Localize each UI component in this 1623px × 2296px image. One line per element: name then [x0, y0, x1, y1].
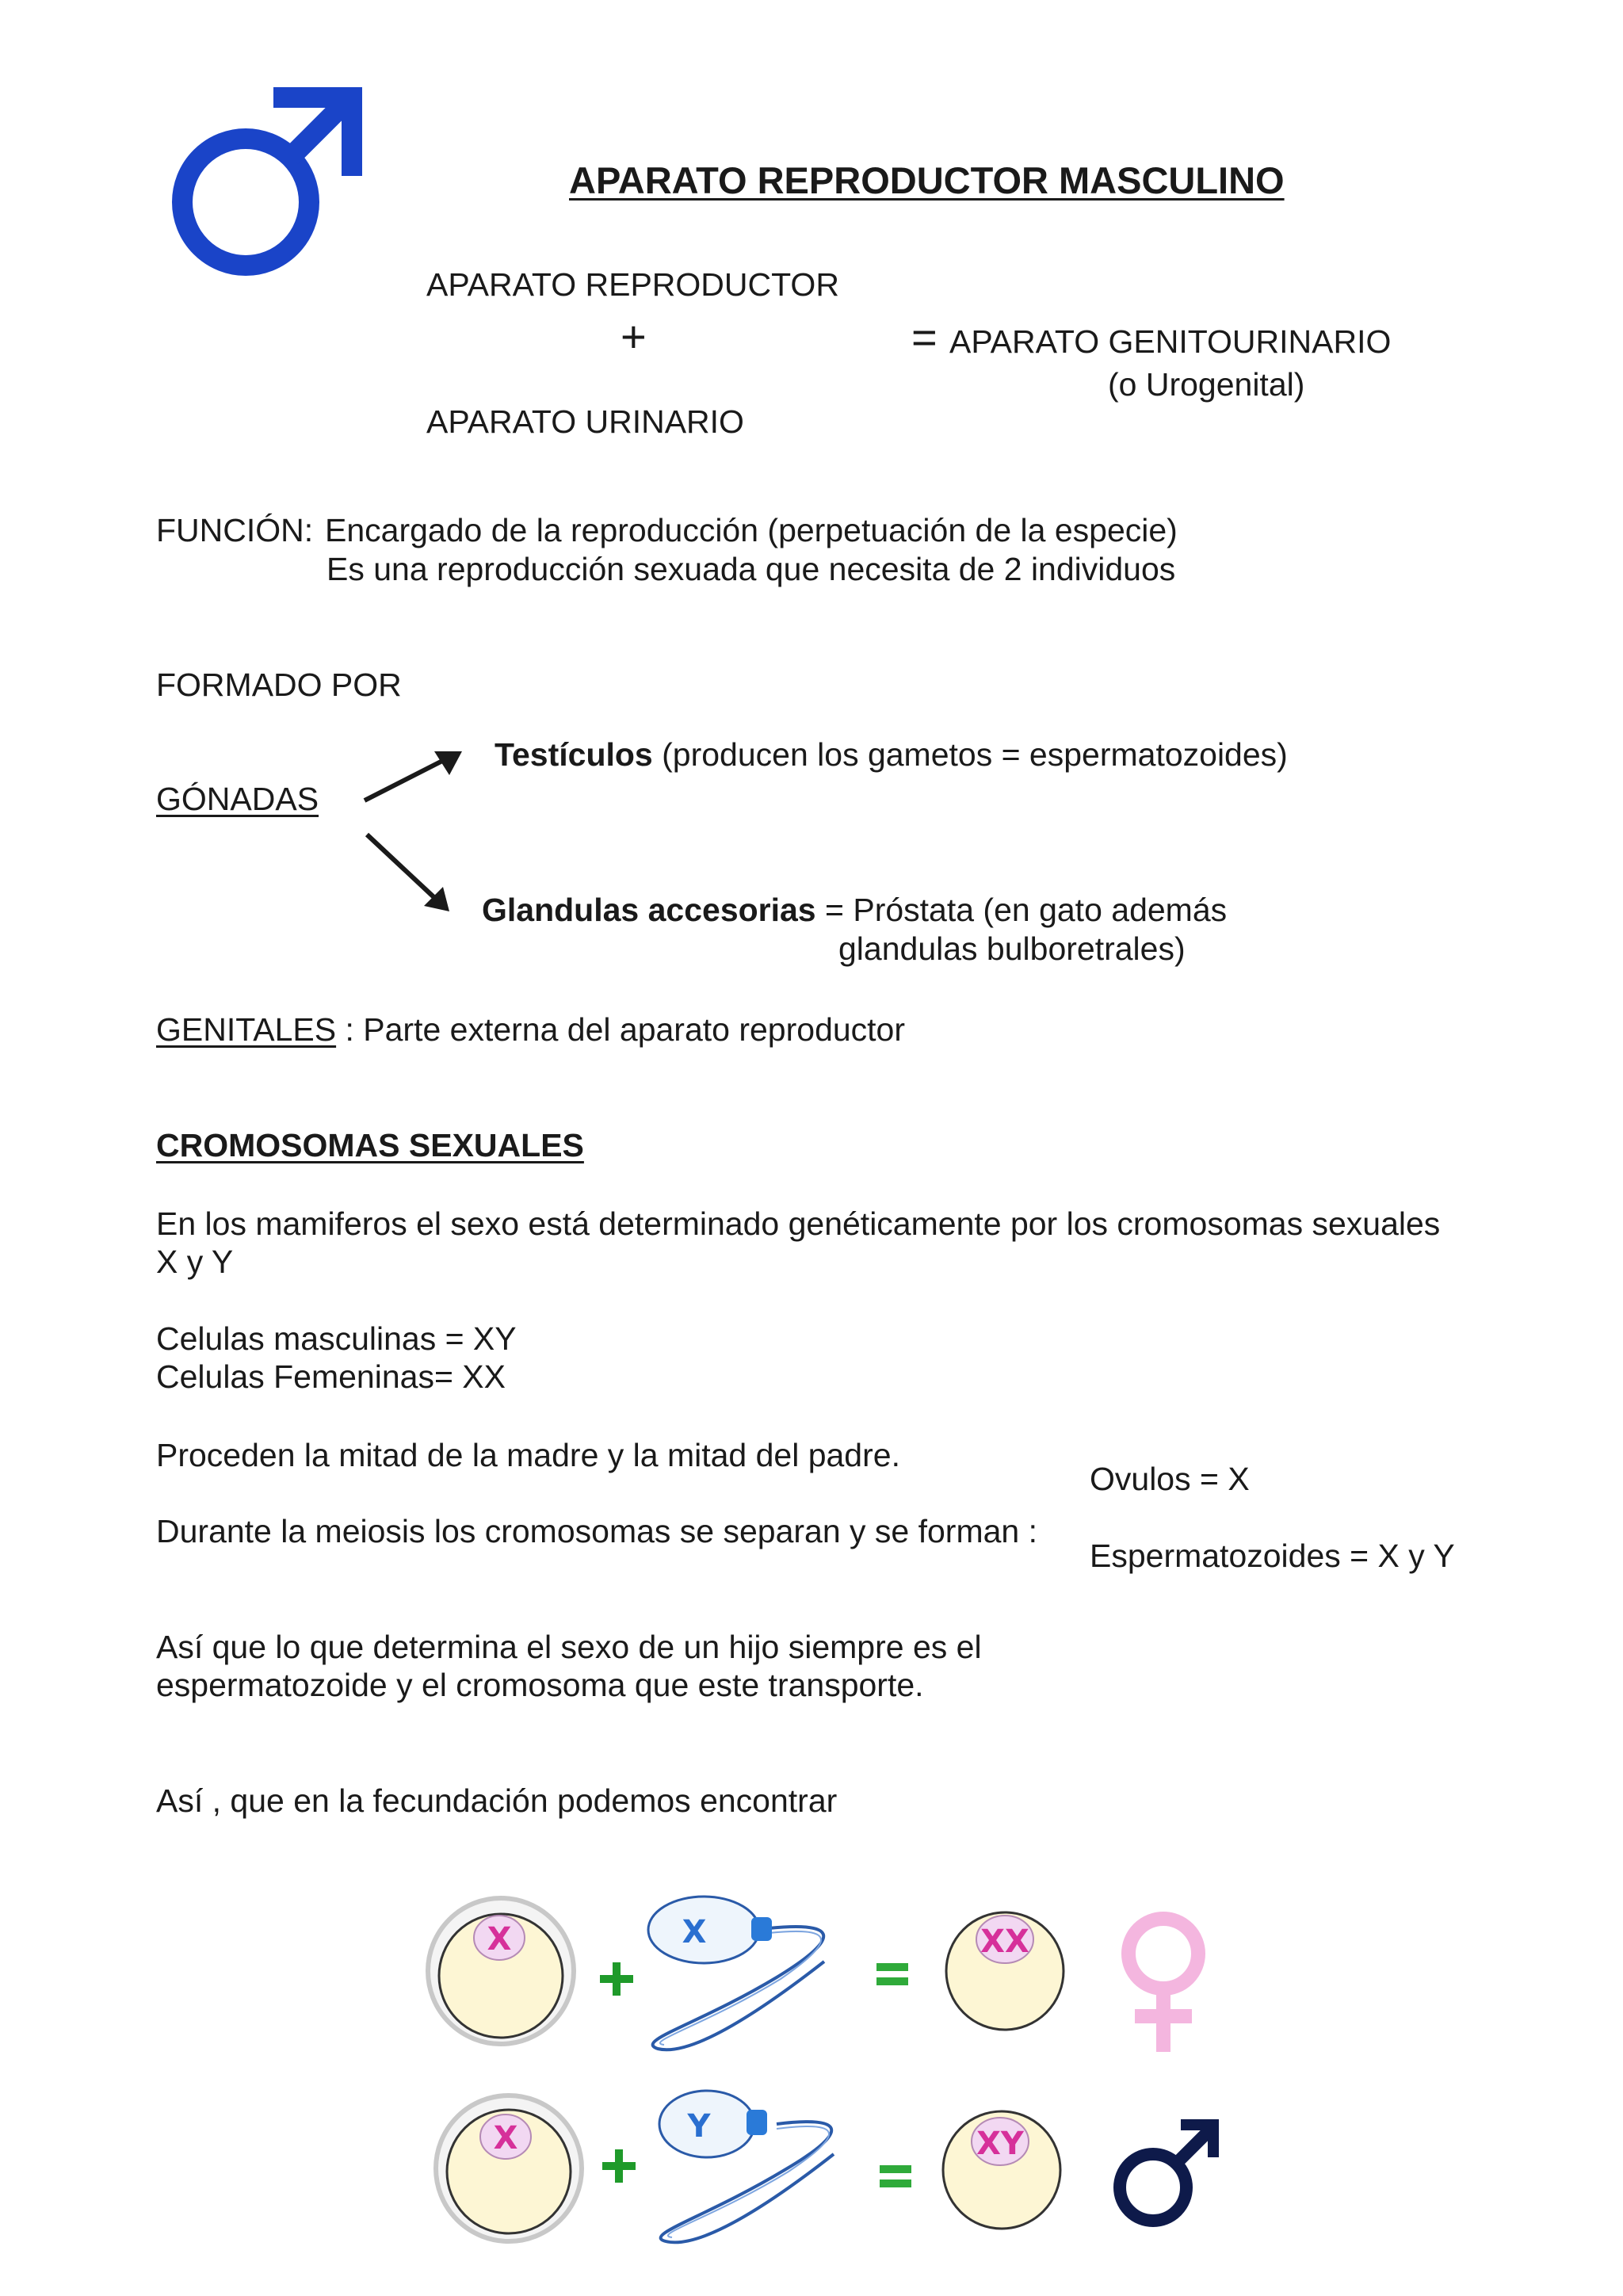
funcion-line2: Es una reproducción sexuada que necesita de 2 individuos — [327, 551, 1176, 587]
reproductor-label: APARATO REPRODUCTOR — [426, 266, 839, 303]
male-symbol-icon — [1120, 2119, 1219, 2221]
glandulas-desc2: glandulas bulboretrales) — [838, 930, 1186, 967]
asi-line1: Así que lo que determina el sexo de un hijo siempre es el — [156, 1629, 982, 1665]
testiculos-desc: (producen los gametos = espermatozoides) — [652, 736, 1288, 773]
celulas-femeninas: Celulas Femeninas= XX — [156, 1358, 506, 1395]
cromosomas-intro1: En los mamiferos el sexo está determinado genéticamente por los cromosomas sexuales — [156, 1205, 1441, 1242]
egg-chromosome-label: X — [493, 2120, 518, 2157]
celulas-masculinas: Celulas masculinas = XY — [156, 1320, 517, 1357]
plus-icon — [602, 2149, 636, 2183]
asi-line2: espermatozoide y el cromosoma que este transporte. — [156, 1667, 924, 1703]
egg-cell — [436, 2095, 582, 2241]
sperm-chromosome-label: Y — [687, 2108, 711, 2145]
fecundacion-text: Así , que en la fecundación podemos encontrar — [156, 1782, 838, 1819]
equals-sign: = — [911, 312, 938, 362]
glandulas-term: Glandulas accesorias — [482, 892, 816, 928]
genitales-term: GENITALES — [156, 1011, 337, 1048]
egg-chromosome-label: X — [487, 1921, 512, 1958]
zygote-chromosome-label: XY — [976, 2126, 1024, 2162]
fertilization-row-male — [428, 2076, 1268, 2267]
fertilization-row-female — [420, 1890, 1260, 2073]
zygote-chromosome-label: XX — [980, 1924, 1029, 1960]
glandulas-desc1: = Próstata (en gato además — [815, 892, 1228, 928]
ovulos-text: Ovulos = X — [1090, 1461, 1250, 1497]
proceden-text: Proceden la mitad de la madre y la mitad del padre. — [156, 1437, 900, 1473]
zygote-cell — [946, 1912, 1064, 2030]
female-symbol-icon — [1128, 1919, 1198, 2052]
cromosomas-intro2: X y Y — [156, 1244, 234, 1280]
formado-label: FORMADO POR — [156, 667, 402, 703]
male-symbol-icon — [162, 79, 369, 285]
sperm-chromosome-label: X — [682, 1914, 707, 1950]
genitales-desc: : Parte externa del aparato reproductor — [336, 1011, 906, 1048]
glandulas-line — [482, 891, 1227, 930]
urinario-label: APARATO URINARIO — [426, 403, 744, 440]
plus-icon — [600, 1962, 633, 1996]
funcion-line1: Encargado de la reproducción (perpetuación de la especie) — [325, 512, 1178, 548]
urogenital-label: (o Urogenital) — [1108, 366, 1305, 403]
plus-sign: + — [621, 311, 647, 361]
egg-cell — [428, 1898, 574, 2044]
funcion-label: FUNCIÓN: — [156, 512, 314, 548]
genitales-line — [156, 1010, 905, 1049]
gonadas-label: GÓNADAS — [156, 781, 319, 817]
sperm-cell — [659, 2091, 834, 2242]
testiculos-line — [495, 735, 1288, 774]
equals-icon — [876, 1963, 908, 1985]
page-title: APARATO REPRODUCTOR MASCULINO — [569, 159, 1285, 201]
equals-icon — [880, 2165, 911, 2187]
cromosomas-heading: CROMOSOMAS SEXUALES — [156, 1127, 584, 1163]
genitourinario-label: APARATO GENITOURINARIO — [949, 323, 1392, 360]
arrow-up-right-icon — [361, 745, 472, 816]
arrow-down-right-icon — [361, 828, 472, 923]
zygote-cell — [943, 2111, 1060, 2229]
espermatozoides-text: Espermatozoides = X y Y — [1090, 1538, 1455, 1574]
testiculos-term: Testículos — [495, 736, 653, 773]
meiosis-text: Durante la meiosis los cromosomas se separan y se forman : — [156, 1513, 1038, 1549]
sperm-cell — [648, 1897, 824, 2050]
